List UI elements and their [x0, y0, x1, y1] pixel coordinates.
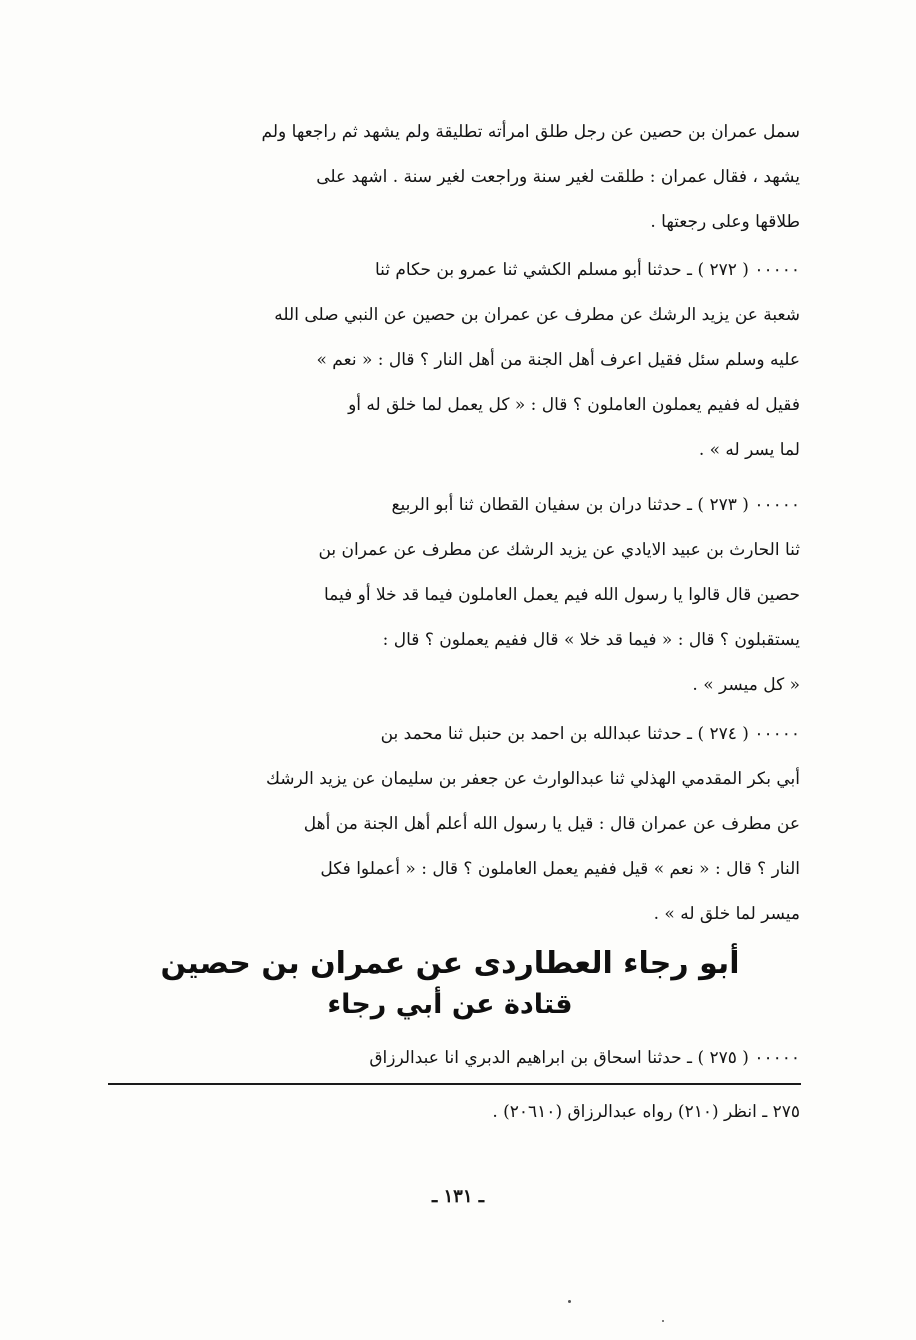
- hadith-273: [100, 483, 800, 708]
- text-line: أبي بكر المقدمي الهذلي ثنا عبدالوارث عن جعفر بن سليمان عن يزيد الرشك: [265, 769, 800, 789]
- text-line: عن مطرف عن عمران قال : قيل يا رسول الله أعلم أهل الجنة من أهل: [303, 814, 800, 834]
- text-line: ثنا الحارث بن عبيد الايادي عن يزيد الرشك عن مطرف عن عمران بن: [318, 540, 800, 560]
- text-line: « كل ميسر » .: [692, 675, 800, 695]
- hadith-274: [100, 712, 800, 937]
- hadith-275: [100, 1036, 800, 1081]
- text-line: طلاقها وعلى رجعتها .: [650, 212, 800, 232]
- text-line: شعبة عن يزيد الرشك عن مطرف عن عمران بن حصين عن النبي صلى الله: [274, 305, 800, 325]
- page-number: ـ ١٣١ ـ: [431, 1186, 485, 1207]
- hadith-272: [100, 248, 800, 473]
- text-line: ٠٠٠٠٠ ( ٢٧٤ ) ـ حدثنا عبدالله بن احمد بن حنبل ثنا محمد بن: [380, 724, 800, 744]
- text-line: ميسر لما خلق له » .: [653, 904, 800, 924]
- text-line: لما يسر له » .: [698, 440, 800, 460]
- scan-speck: [568, 1300, 571, 1303]
- section-subtitle: قتادة عن أبي رجاء: [327, 989, 573, 1020]
- text-line: حصين قال قالوا يا رسول الله فيم يعمل العاملون فيما قد خلا أو فيما: [323, 585, 800, 605]
- text-line: النار ؟ قال : « نعم » قيل ففيم يعمل العاملون ؟ قال : « أعملوا فكل: [320, 859, 800, 879]
- text-line: عليه وسلم سئل فقيل اعرف أهل الجنة من أهل النار ؟ قال : « نعم »: [316, 350, 800, 370]
- text-line: فقيل له ففيم يعملون العاملون ؟ قال : « كل يعمل لما خلق له أو: [348, 395, 800, 415]
- section-title: أبو رجاء العطاردى عن عمران بن حصين: [160, 946, 740, 981]
- paragraph-continuation: [100, 110, 800, 245]
- scan-speck: [662, 1320, 664, 1322]
- text-line: ٠٠٠٠٠ ( ٢٧٣ ) ـ حدثنا دران بن سفيان القطان ثنا أبو الربيع: [391, 495, 800, 515]
- text-line: سمل عمران بن حصين عن رجل طلق امرأته تطليقة ولم يشهد ثم راجعها ولم: [261, 122, 800, 142]
- footnote: ٢٧٥ ـ انظر (٢١٠) رواه عبدالرزاق (٢٠٦١٠) .: [492, 1102, 800, 1122]
- text-line: ٠٠٠٠٠ ( ٢٧٢ ) ـ حدثنا أبو مسلم الكشي ثنا عمرو بن حكام ثنا: [374, 260, 800, 280]
- text-line: يستقبلون ؟ قال : « فيما قد خلا » قال ففيم يعملون ؟ قال :: [382, 630, 800, 650]
- footnote-separator: [108, 1083, 801, 1085]
- text-line: يشهد ، فقال عمران : طلقت لغير سنة وراجعت لغير سنة . اشهد على: [316, 167, 800, 187]
- text-line: ٠٠٠٠٠ ( ٢٧٥ ) ـ حدثنا اسحاق بن ابراهيم الدبري انا عبدالرزاق: [369, 1048, 800, 1068]
